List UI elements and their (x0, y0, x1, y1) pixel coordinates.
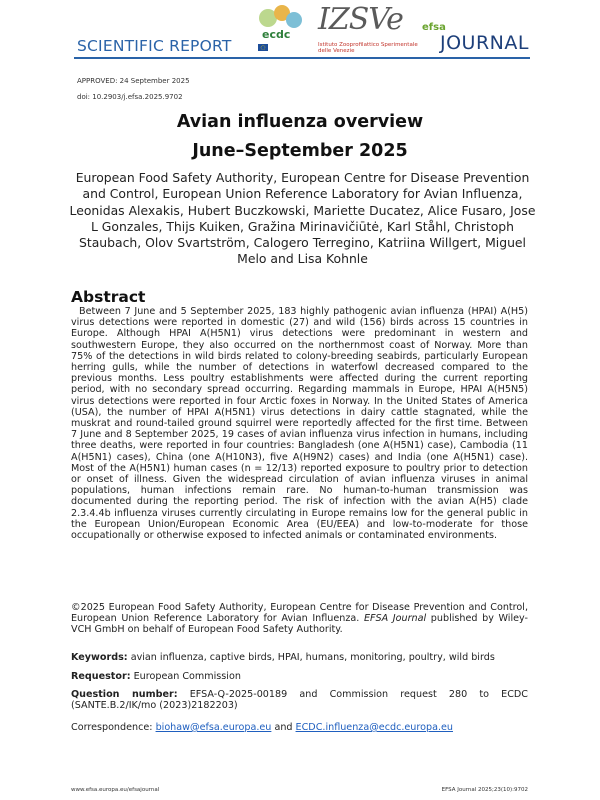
page-title-line2: June–September 2025 (192, 141, 408, 161)
requestor-label: Requestor: (71, 671, 131, 682)
correspondence-label: Correspondence: (71, 722, 156, 733)
abstract-text: Between 7 June and 5 September 2025, 183 highly pathogenic avian influenza (HPAI) A(H5) virus detections were reported in domestic (27) and wild (156) birds across 15 countries in Europe. Although HPAI A(H5N1) virus detections were predominant in western and southwestern Europe, they also occurred on the northernmost coast of Norway. More than 75% of the detections in wild birds related to colony-breeding seabirds, particularly European herring gulls, while the number of detections in waterfowl decreased compared to the previous months. Less poultry establishments were affected during the current reporting period, with no secondary spread occurring. Regarding mammals in Europe, HPAI A(H5N5) virus detections were reported in four Arctic foxes in Norway. In the United States of America (USA), the number of HPAI A(H5N1) virus detections in dairy cattle stagnated, while the muskrat and round-tailed ground squirrel were reportedly affected for the first time. Between 7 June and 8 September 2025, 19 cases of avian influenza virus infection in humans, including three deaths, were reported in four countries: Bangladesh (one A(H5N1) case), Cambodia (11 A(H5N1) cases), China (one A(H10N3), five A(H9N2) cases) and India (one A(H5N1) case). Most of the A(H5N1) human cases (n = 12/13) reported exposure to poultry prior to detection or onset of illness. Given the widespread circulation of avian influenza viruses in animal populations, human infections remain rare. No human-to-human transmission was documented during the reporting period. The risk of infection with the avian A(H5) clade 2.3.4.4b influenza viruses currently circulating in Europe remains low for the general public in the European Union/European Economic Area (EU/EEA) and low-to-moderate for those occupationally or otherwise exposed to infected animals or contaminated environments. (71, 306, 528, 542)
author-list: European Food Safety Authority, European Centre for Disease Prevention and Control, European Union Reference Laboratory for Avian Influenza, Leonidas Alexakis, Hubert Buczkowski, Mariette Ducatez, Alice Fusaro, Jose L Gonzales, Thijs Kuiken, Gražina Mirinavičiūtė, Karl Ståhl, Christoph Staubach, Olov Svartström, Calogero Terregino, Katriina Willgert, Miguel Melo and Lisa Kohnle (69, 170, 536, 267)
question-number (71, 689, 528, 711)
requestor (71, 671, 528, 682)
keywords (71, 652, 528, 663)
izsve-logo (318, 2, 428, 56)
eu-flag-icon (258, 44, 268, 51)
series-label: SCIENTIFIC REPORT (77, 37, 232, 55)
requestor-value: European Commission (130, 671, 241, 682)
email-link-ecdc[interactable]: ECDC.influenza@ecdc.europa.eu (295, 722, 453, 733)
izsve-logo-text: IZSVe (318, 2, 403, 37)
copyright-text-2: published by Wiley-VCH GmbH on behalf of European Food Safety Authority. (71, 613, 528, 636)
footer-citation: EFSA Journal 2025;23(10):9702 (441, 787, 528, 793)
journal-name: JOURNAL (440, 32, 529, 54)
ecdc-logo-text: ecdc (262, 28, 291, 41)
page-header (0, 0, 600, 62)
copyright-text: ©2025 European Food Safety Authority, European Centre for Disease Prevention and Control, European Union Reference Laboratory for Avian Influenza. (71, 602, 528, 625)
header-rule (74, 57, 530, 59)
copyright-notice (71, 602, 528, 636)
email-link-efsa[interactable]: biohaw@efsa.europa.eu (155, 722, 272, 733)
question-label: Question number: (71, 689, 178, 700)
ecdc-logo (248, 2, 314, 54)
correspondence (71, 722, 528, 733)
page-title-line1: Avian influenza overview (176, 112, 424, 132)
izsve-subtitle: Istituto Zooprofilattico Sperimentale delle Venezie (318, 42, 418, 54)
footer-url[interactable]: www.efsa.europa.eu/efsajournal (71, 787, 160, 793)
correspondence-and: and (271, 722, 296, 733)
keywords-value: avian influenza, captive birds, HPAI, humans, monitoring, poultry, wild birds (127, 652, 495, 663)
copyright-journal: EFSA Journal (363, 613, 427, 625)
question-value: EFSA-Q-2025-00189 and Commission request 280 to ECDC (SANTE.B.2/IK/mo (2023)2182203) (71, 689, 528, 712)
efsa-journal-logo (422, 18, 530, 54)
doi: doi: 10.2903/j.efsa.2025.9702 (77, 93, 183, 101)
efsa-logo-text: efsa (422, 22, 446, 33)
approved-date: APPROVED: 24 September 2025 (77, 77, 190, 85)
abstract-heading: Abstract (71, 288, 146, 306)
keywords-label: Keywords: (71, 652, 128, 663)
